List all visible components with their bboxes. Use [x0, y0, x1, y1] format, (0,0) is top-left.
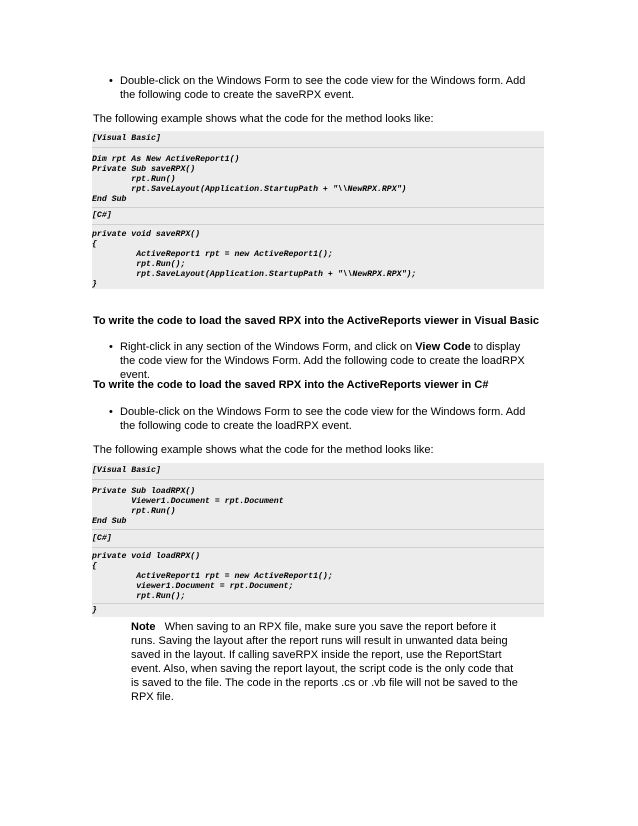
- code-divider: [92, 479, 544, 480]
- code-divider: [92, 603, 544, 604]
- code-line: Viewer1.Document = rpt.Document: [92, 497, 284, 506]
- code-block-save-rpx: [92, 131, 544, 289]
- code-line: rpt.Run(): [92, 175, 176, 184]
- code-line: ActiveReport1 rpt = new ActiveReport1();: [92, 250, 333, 259]
- bullet-marker: •: [109, 406, 113, 418]
- code-line: Dim rpt As New ActiveReport1(): [92, 155, 240, 164]
- code-line: private void saveRPX(): [92, 230, 201, 239]
- code-line: rpt.SaveLayout(Application.StartupPath + "\\NewRPX.RPX");: [92, 270, 417, 279]
- bullet-text: Double-click on the Windows Form to see the code view for the Windows form. Add the following code to create the loadRPX event.: [120, 406, 526, 432]
- code-line: Private Sub saveRPX(): [92, 165, 196, 174]
- bullet-text: to display the code view for the Windows Form. Add the following code to create the loadRPX event.: [120, 341, 525, 381]
- code-line: rpt.Run(): [92, 507, 176, 516]
- bullet-marker: •: [109, 75, 113, 87]
- bullet-item-load-vb-instructions: [109, 340, 532, 382]
- code-line: ActiveReport1 rpt = new ActiveReport1();: [92, 572, 333, 581]
- code-divider: [92, 147, 544, 148]
- bullet-item-save-instructions: [109, 74, 532, 102]
- note-text: When saving to an RPX file, make sure you save the report before it runs. Saving the layout after the report runs will result in unwanted data being saved in the layout. If calling saveRPX inside the report, use the ReportStart event. Also, when saving the report layout, the script code is the only code that is saved to the file. The code in the reports .cs or .vb file will not be saved to the RPX file.: [131, 621, 518, 703]
- note-label: Note: [131, 621, 156, 633]
- code-label-visual-basic: [Visual Basic]: [92, 466, 161, 475]
- code-line: private void loadRPX(): [92, 552, 201, 561]
- code-line: {: [92, 562, 97, 571]
- code-divider: [92, 529, 544, 530]
- example-intro-text: The following example shows what the code for the method looks like:: [93, 444, 434, 456]
- bullet-text-emphasis: View Code: [415, 341, 471, 353]
- section-heading-csharp: To write the code to load the saved RPX into the ActiveReports viewer in C#: [93, 379, 489, 391]
- bullet-item-load-cs-instructions: [109, 405, 532, 433]
- bullet-marker: •: [109, 341, 113, 353]
- code-line: {: [92, 240, 97, 249]
- note-block: [131, 620, 521, 704]
- code-line: }: [92, 280, 97, 289]
- code-line: End Sub: [92, 195, 127, 204]
- code-divider: [92, 207, 544, 208]
- code-block-load-rpx: [92, 463, 544, 617]
- code-divider: [92, 547, 544, 548]
- code-line: viewer1.Document = rpt.Document;: [92, 582, 294, 591]
- bullet-text: Right-click in any section of the Windows Form, and click on: [120, 341, 416, 353]
- code-line: rpt.SaveLayout(Application.StartupPath + "\\NewRPX.RPX"): [92, 185, 407, 194]
- code-line: rpt.Run();: [92, 260, 186, 269]
- section-heading-visual-basic: To write the code to load the saved RPX into the ActiveReports viewer in Visual Basic: [93, 315, 540, 327]
- bullet-text: Double-click on the Windows Form to see the code view for the Windows form. Add the following code to create the saveRPX event.: [120, 75, 526, 101]
- code-label-csharp: [C#]: [92, 211, 112, 220]
- code-divider: [92, 224, 544, 225]
- code-line: Private Sub loadRPX(): [92, 487, 196, 496]
- code-line: End Sub: [92, 517, 127, 526]
- code-label-visual-basic: [Visual Basic]: [92, 134, 161, 143]
- example-intro-text: The following example shows what the code for the method looks like:: [93, 113, 434, 125]
- code-line: rpt.Run();: [92, 592, 186, 601]
- code-label-csharp: [C#]: [92, 534, 112, 543]
- code-line: }: [92, 606, 97, 615]
